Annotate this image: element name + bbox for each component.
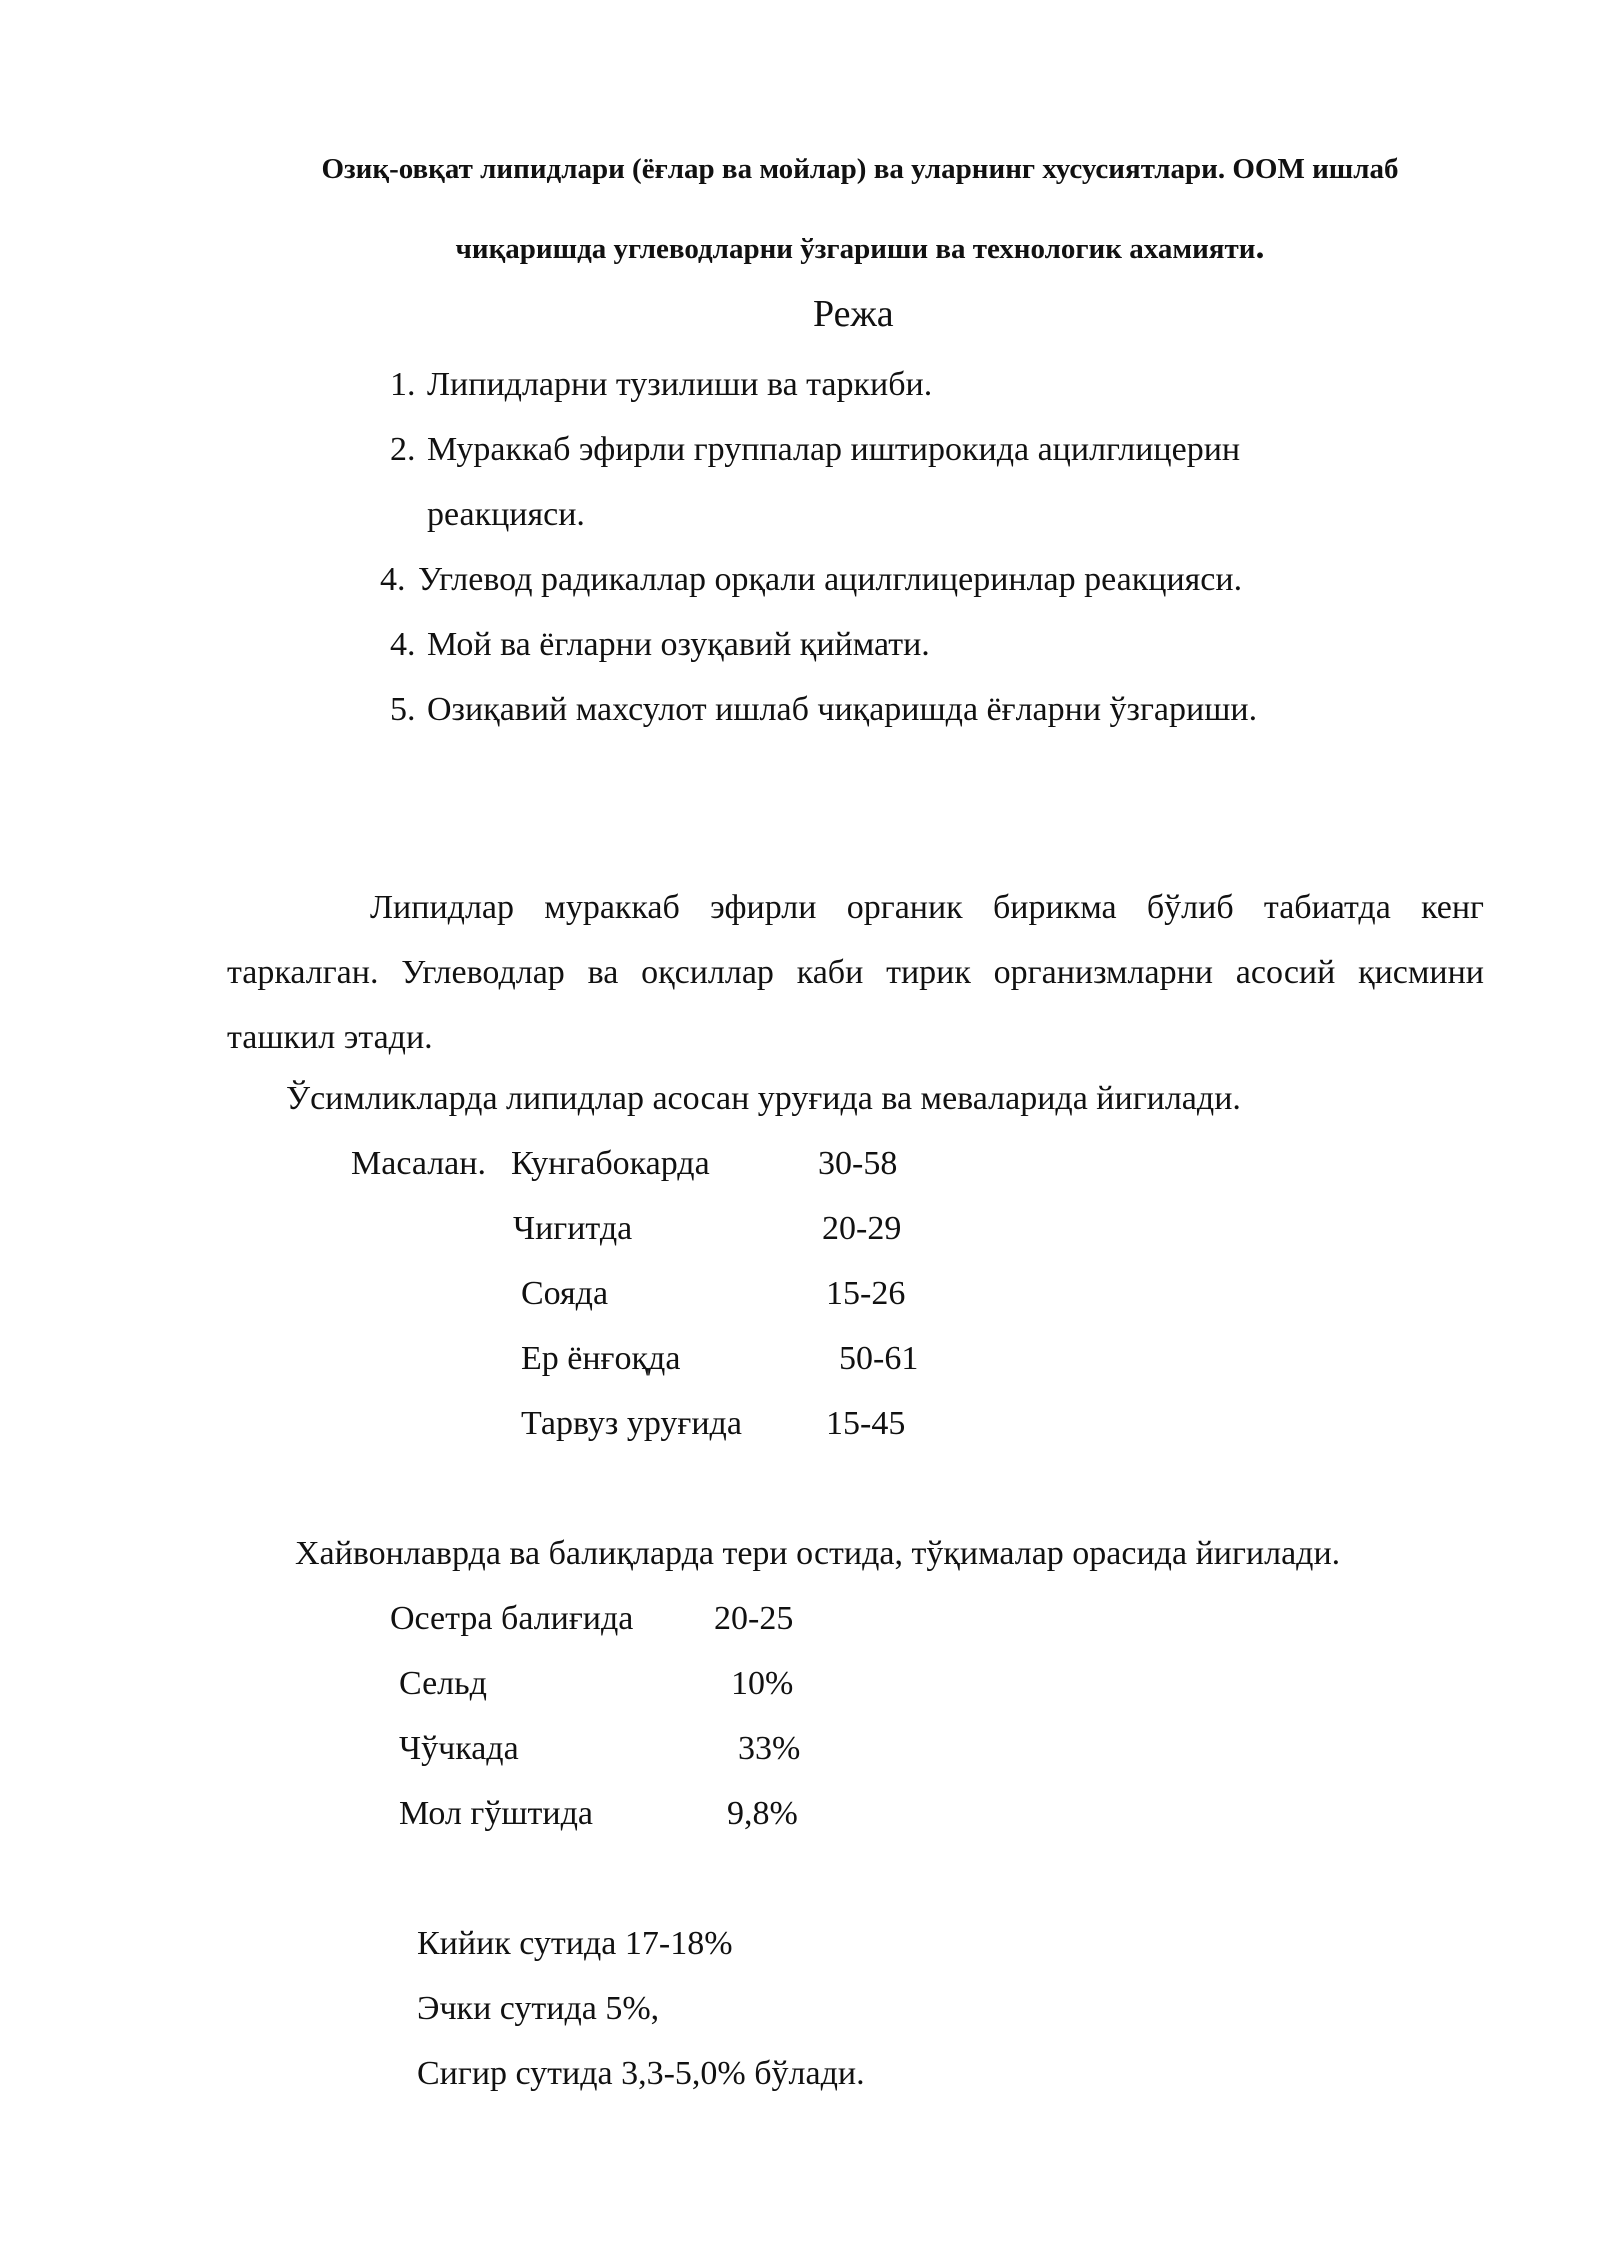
animal-value: 20-25 — [714, 1600, 794, 1637]
milk-line: Сигир сутида 3,3-5,0% бўлади. — [417, 2055, 865, 2092]
animal-value: 10% — [731, 1665, 794, 1702]
plant-name: Сояда — [521, 1275, 609, 1312]
plan-item-5-text: Озиқавий махсулот ишлаб чиқаришда ёғларни ўзгариши. — [427, 691, 1258, 728]
animal-name: Сельд — [399, 1665, 487, 1702]
plant-value: 15-45 — [826, 1405, 906, 1442]
plan-item-2-continuation: реакцияси. — [427, 496, 585, 533]
plan-item-2-text: Мураккаб эфирли группалар иштирокида ацилглицерин — [427, 431, 1241, 468]
plant-name: Тарвуз уруғида — [521, 1405, 742, 1442]
plant-value: 50-61 — [839, 1340, 919, 1377]
plan-item-2-number: 2. — [390, 431, 416, 468]
plant-value: 20-29 — [822, 1210, 902, 1247]
animal-value: 9,8% — [727, 1795, 798, 1832]
plant-name: Кунгабокарда — [511, 1145, 710, 1182]
plant-name: Чигитда — [513, 1210, 633, 1247]
document-title-line-2 — [0, 225, 1600, 267]
plan-heading: Режа — [813, 293, 894, 335]
milk-line: Кийик сутида 17-18% — [417, 1925, 733, 1962]
plants-prefix: Масалан. — [351, 1145, 486, 1182]
title-line-2-dot: . — [1255, 226, 1265, 266]
animals-intro: Хайвонлаврда ва балиқларда тери остида, тўқималар орасида йигилади. — [295, 1535, 1341, 1572]
plan-item-4-number: 4. — [390, 626, 416, 663]
plant-value: 30-58 — [818, 1145, 898, 1182]
title-line-2-text: чиқаришда углеводларни ўзгариши ва технологик ахамияти — [455, 233, 1256, 265]
animal-name: Чўчкада — [399, 1730, 519, 1767]
animal-name: Осетра балиғида — [390, 1600, 634, 1637]
body-paragraph-1: Липидлар мураккаб эфирли органик бирикма бўлиб табиатда кенг таркалган. Углеводлар ва оқсиллар каби тирик организмларни асосий қисмини ташкил этади. — [227, 889, 1484, 1056]
plan-item-1-text: Липидларни тузилиши ва таркиби. — [427, 366, 933, 403]
animal-name: Мол гўштида — [399, 1795, 593, 1832]
plant-name: Ер ёнғоқда — [521, 1340, 681, 1377]
animal-value: 33% — [738, 1730, 801, 1767]
plan-item-4-text: Мой ва ёгларни озуқавий қиймати. — [427, 626, 930, 663]
plan-item-1-number: 1. — [390, 366, 416, 403]
plan-item-5-number: 5. — [390, 691, 416, 728]
plan-item-3-number: 4. — [380, 561, 406, 598]
milk-line: Эчки сутида 5%, — [417, 1990, 660, 2027]
document-title-line-1: Озиқ-овқат липидлари (ёғлар ва мойлар) ва уларнинг хусусиятлари. ООМ ишлаб — [321, 153, 1399, 185]
plants-intro: Ўсимликларда липидлар асосан уруғида ва меваларида йигилади. — [286, 1080, 1241, 1117]
plant-value: 15-26 — [826, 1275, 906, 1312]
plan-item-3-text: Углевод радикаллар орқали ацилглицеринлар реакцияси. — [418, 561, 1243, 598]
